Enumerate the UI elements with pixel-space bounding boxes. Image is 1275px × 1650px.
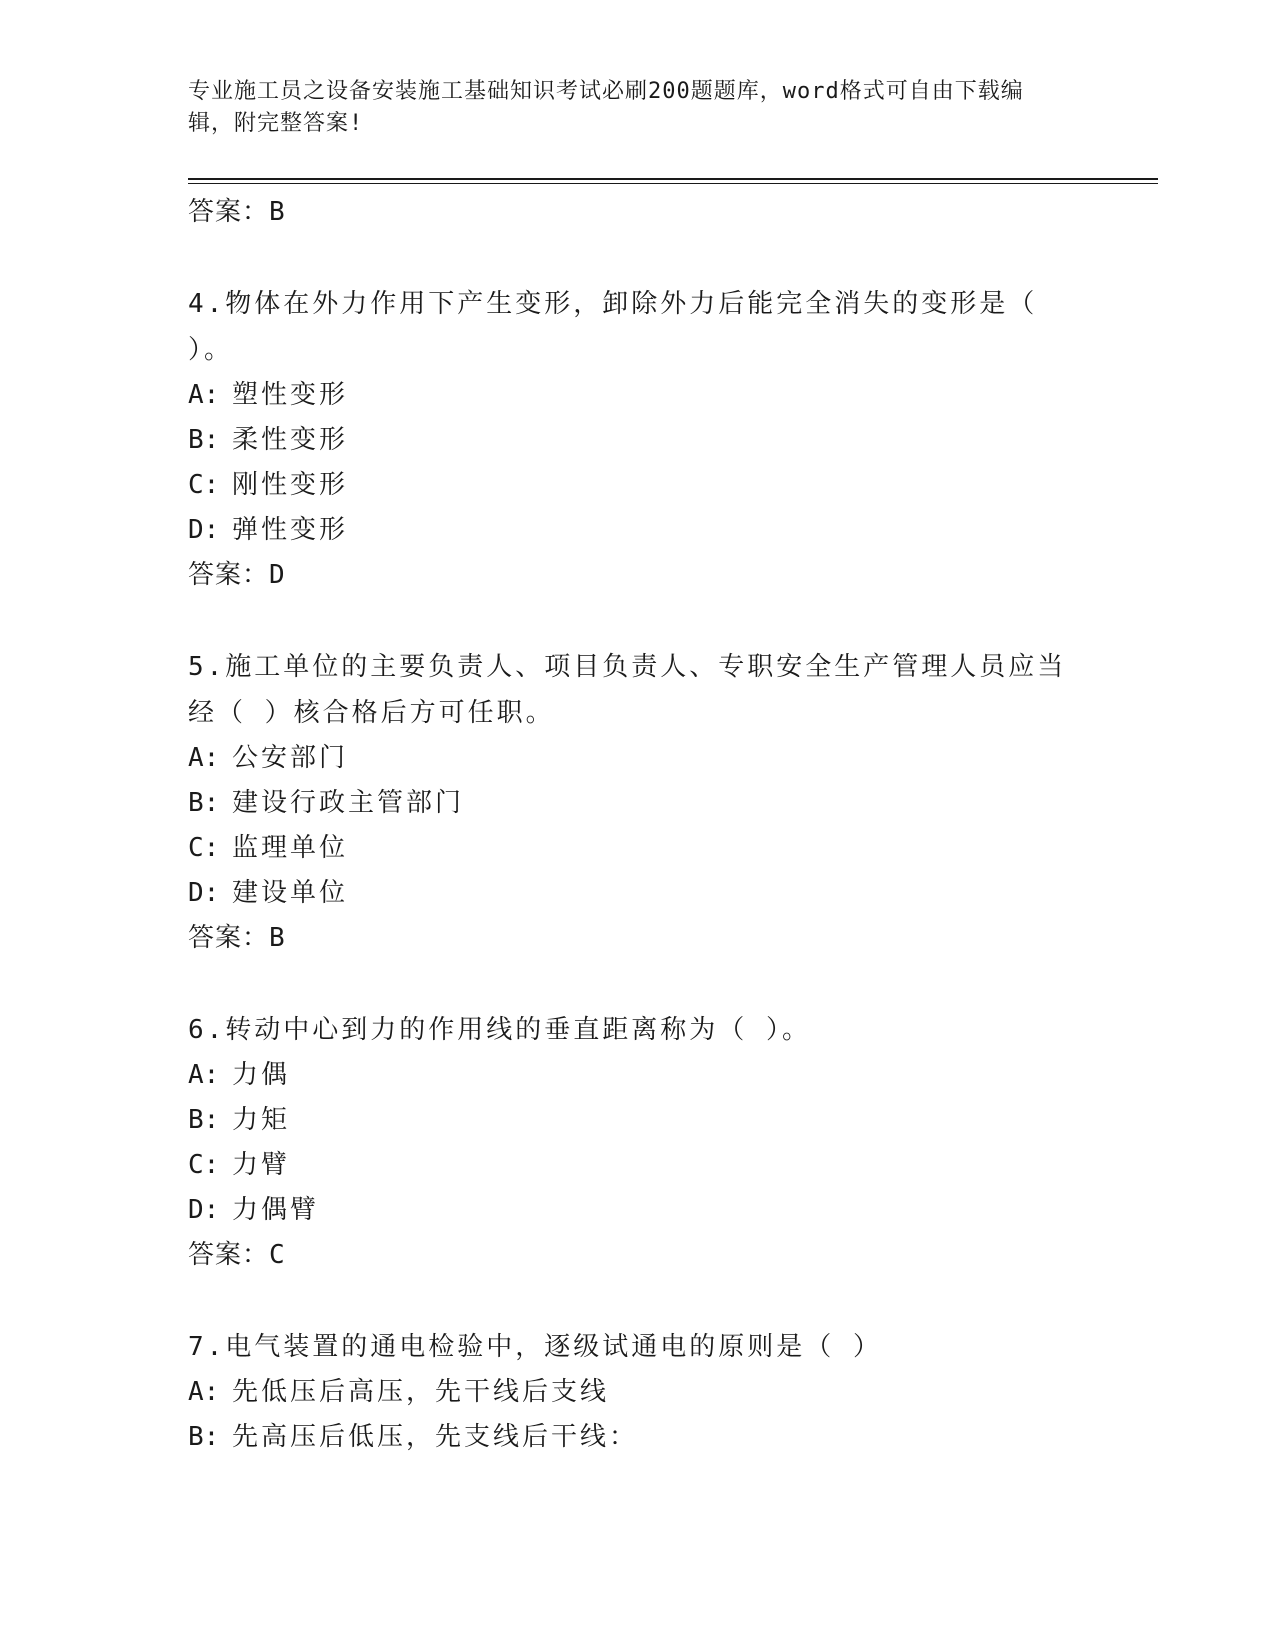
answer-value: B xyxy=(269,197,286,227)
option-key: A: xyxy=(188,380,220,410)
option-key: B: xyxy=(188,1105,220,1135)
option-text: 公安部门 xyxy=(232,743,349,773)
option-b xyxy=(188,1098,1088,1143)
answer-value: C xyxy=(269,1240,286,1270)
option-key: C: xyxy=(188,1150,220,1180)
option-a xyxy=(188,736,1088,781)
option-text: 柔性变形 xyxy=(232,425,349,455)
option-b xyxy=(188,418,1088,463)
answer-line xyxy=(188,916,1088,961)
option-text: 建设单位 xyxy=(232,878,349,908)
option-c xyxy=(188,1143,1088,1188)
option-key: D: xyxy=(188,1195,220,1225)
answer-value: B xyxy=(269,923,286,953)
option-key: C: xyxy=(188,470,220,500)
question-item xyxy=(188,644,1088,961)
question-item xyxy=(188,1007,1088,1278)
option-key: A: xyxy=(188,1377,220,1407)
option-key: C: xyxy=(188,833,220,863)
document-header: 专业施工员之设备安装施工基础知识考试必刷200题题库，word格式可自由下载编辑，附完整答案! xyxy=(188,79,1024,136)
question-item xyxy=(188,281,1088,598)
option-text: 建设行政主管部门 xyxy=(232,788,465,818)
answer-line xyxy=(188,553,1088,598)
option-key: A: xyxy=(188,743,220,773)
answer-line xyxy=(188,1233,1088,1278)
option-c xyxy=(188,463,1088,508)
question-text: 4.物体在外力作用下产生变形，卸除外力后能完全消失的变形是（ ）。 xyxy=(188,289,1038,365)
header-divider-thin xyxy=(188,183,1158,184)
question-item xyxy=(188,1324,1088,1460)
question-text: 6.转动中心到力的作用线的垂直距离称为（ ）。 xyxy=(188,1015,811,1045)
option-b xyxy=(188,781,1088,826)
option-a xyxy=(188,1370,1088,1415)
header-divider-thick xyxy=(188,178,1158,180)
option-d xyxy=(188,1188,1088,1233)
option-key: B: xyxy=(188,1422,220,1452)
answer-line xyxy=(188,190,1088,235)
answer-label: 答案： xyxy=(188,560,270,590)
option-b xyxy=(188,1415,1088,1460)
option-text: 力偶臂 xyxy=(232,1195,320,1225)
option-key: B: xyxy=(188,425,220,455)
option-text: 力臂 xyxy=(232,1150,291,1180)
option-text: 先低压后高压，先干线后支线 xyxy=(232,1377,610,1407)
option-c xyxy=(188,826,1088,871)
option-text: 刚性变形 xyxy=(232,470,349,500)
option-text: 弹性变形 xyxy=(232,515,349,545)
answer-label: 答案： xyxy=(188,1240,270,1270)
question-text: 5.施工单位的主要负责人、项目负责人、专职安全生产管理人员应当经（ ）核合格后方可任职。 xyxy=(188,652,1067,728)
option-a xyxy=(188,1053,1088,1098)
option-d xyxy=(188,871,1088,916)
answer-label: 答案： xyxy=(188,197,270,227)
option-key: D: xyxy=(188,878,220,908)
question-text: 7.电气装置的通电检验中，逐级试通电的原则是（ ） xyxy=(188,1332,882,1362)
option-text: 力偶 xyxy=(232,1060,291,1090)
option-key: A: xyxy=(188,1060,220,1090)
option-key: B: xyxy=(188,788,220,818)
option-a xyxy=(188,373,1088,418)
question-list xyxy=(188,190,1088,1460)
option-text: 力矩 xyxy=(232,1105,291,1135)
answer-value: D xyxy=(269,560,286,590)
option-text: 塑性变形 xyxy=(232,380,349,410)
answer-label: 答案： xyxy=(188,923,270,953)
option-key: D: xyxy=(188,515,220,545)
option-d xyxy=(188,508,1088,553)
option-text: 先高压后低压，先支线后干线： xyxy=(232,1422,639,1452)
option-text: 监理单位 xyxy=(232,833,349,863)
